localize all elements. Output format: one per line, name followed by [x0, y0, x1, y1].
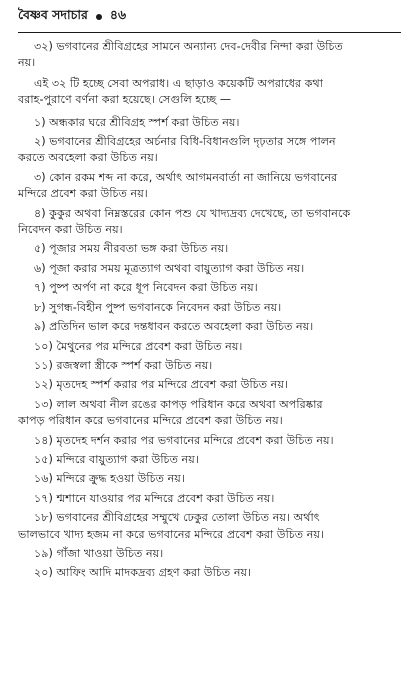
text-line: কাপড় পরিধান করে ভগবানের মন্দিরে প্রবেশ করা উচিত নয়।: [18, 414, 283, 428]
text-line: মন্দিরে প্রবেশ করা উচিত নয়।: [18, 187, 148, 201]
paragraph: [18, 39, 401, 72]
paragraph: [18, 319, 401, 335]
text-line: ৬) পূজা করার সময় মূত্রত্যাগ অথবা বায়ুত্যাগ করা উচিত নয়।: [34, 261, 305, 275]
text-line: ১৮) ভগবানের শ্রীবিগ্রহের সম্মুখে ঢেকুর তোলা উচিত নয়। অর্থাৎ: [34, 511, 320, 525]
text-line: ২০) আফিং আদি মাদকদ্রব্য গ্রহণ করা উচিত নয়।: [34, 566, 252, 580]
paragraph: [18, 339, 401, 355]
text-line: ১৬) মন্দিরে ক্রুদ্ধ হওয়া উচিত নয়।: [34, 472, 185, 486]
paragraph: [18, 358, 401, 374]
text-line: ৯) প্রতিদিন ভাল করে দন্তধাবন করতে অবহেলা করা উচিত নয়।: [34, 320, 314, 334]
text-line: ৪) কুকুর অথবা নিম্নস্তরের কোন পশু যে খাদ্যদ্রব্য দেখেছে, তা ভগবানকে: [34, 206, 351, 220]
paragraph: [18, 565, 401, 581]
text-line: এই ৩২ টি হচ্ছে সেবা অপরাধ। এ ছাড়াও কয়েকটি অপরাধের কথা: [34, 76, 324, 90]
text-line: ১৭) শ্মশানে যাওয়ার পর মন্দিরে প্রবেশ করা উচিত নয়।: [34, 491, 275, 505]
text-line: ভালভাবে খাদ্য হজম না করে ভগবানের মন্দিরে প্রবেশ করা উচিত নয়।: [18, 527, 325, 541]
text-line: ১০) মৈথুনের পর মন্দিরে প্রবেশ করা উচিত নয়।: [34, 339, 243, 353]
paragraph: [18, 300, 401, 316]
paragraph: [18, 397, 401, 430]
paragraph: [18, 261, 401, 277]
text-line: ১৯) গাঁজা খাওয়া উচিত নয়।: [34, 546, 164, 560]
text-line: ১) অন্ধকার ঘরে শ্রীবিগ্রহ স্পর্শ করা উচিত নয়।: [34, 115, 240, 129]
text-line: বরাহ-পুরাণে বর্ণনা করা হয়েছে। সেগুলি হচ্ছে —: [18, 93, 232, 107]
paragraph: [18, 76, 401, 109]
text-line: ৮) সুগন্ধ-বিহীন পুষ্প ভগবানকে নিবেদন করা উচিত নয়।: [34, 300, 282, 314]
paragraph: [18, 170, 401, 203]
paragraph: [18, 433, 401, 449]
paragraph: [18, 510, 401, 543]
text-line: ১৫) মন্দিরে বায়ুত্যাগ করা উচিত নয়।: [34, 452, 199, 466]
text-line: নিবেদন করা উচিত নয়।: [18, 223, 123, 237]
running-header: [18, 6, 401, 28]
text-line: ১১) রজস্বলা স্ত্রীকে স্পর্শ করা উচিত নয়।: [34, 358, 213, 372]
paragraph: [18, 280, 401, 296]
text-line: নয়।: [18, 56, 36, 70]
page-number: ৪৬: [109, 7, 127, 22]
text-line: করতে অবহেলা করা উচিত নয়।: [18, 151, 158, 165]
paragraph: [18, 452, 401, 468]
text-line: ১৪) মৃতদেহ দর্শন করার পর ভগবানের মন্দিরে প্রবেশ করা উচিত নয়।: [34, 433, 334, 447]
bullet-separator-icon: [96, 14, 102, 20]
text-line: ৩) কোন রকম শব্দ না করে, অর্থাৎ আগমনবার্তা না জানিয়ে ভগবানের: [34, 170, 338, 184]
paragraph: [18, 206, 401, 239]
book-title: বৈষ্ণব সদাচার: [18, 7, 88, 22]
text-line: ২) ভগবানের শ্রীবিগ্রহের অর্চনার বিধি-বিধানগুলি দৃঢ়তার সঙ্গে পালন: [34, 135, 336, 149]
paragraph: [18, 546, 401, 562]
paragraph: [18, 241, 401, 257]
body-text: [18, 39, 401, 582]
paragraph: [18, 377, 401, 393]
paragraph: [18, 471, 401, 487]
paragraph: [18, 115, 401, 131]
text-line: ১২) মৃতদেহ স্পর্শ করার পর মন্দিরে প্রবেশ করা উচিত নয়।: [34, 378, 288, 392]
text-line: ৭) পুষ্প অর্পণ না করে ধূপ নিবেদন করা উচিত নয়।: [34, 281, 258, 295]
header-rule: [18, 32, 401, 33]
text-line: ৫) পূজার সময় নীরবতা ভঙ্গ করা উচিত নয়।: [34, 242, 229, 256]
paragraph: [18, 491, 401, 507]
text-line: ৩২) ভগবানের শ্রীবিগ্রহের সামনে অন্যান্য দেব-দেবীর নিন্দা করা উচিত: [34, 40, 343, 53]
text-line: ১৩) লাল অথবা নীল রঙের কাপড় পরিধান করে অথবা অপরিষ্কার: [34, 397, 323, 411]
paragraph: [18, 134, 401, 167]
